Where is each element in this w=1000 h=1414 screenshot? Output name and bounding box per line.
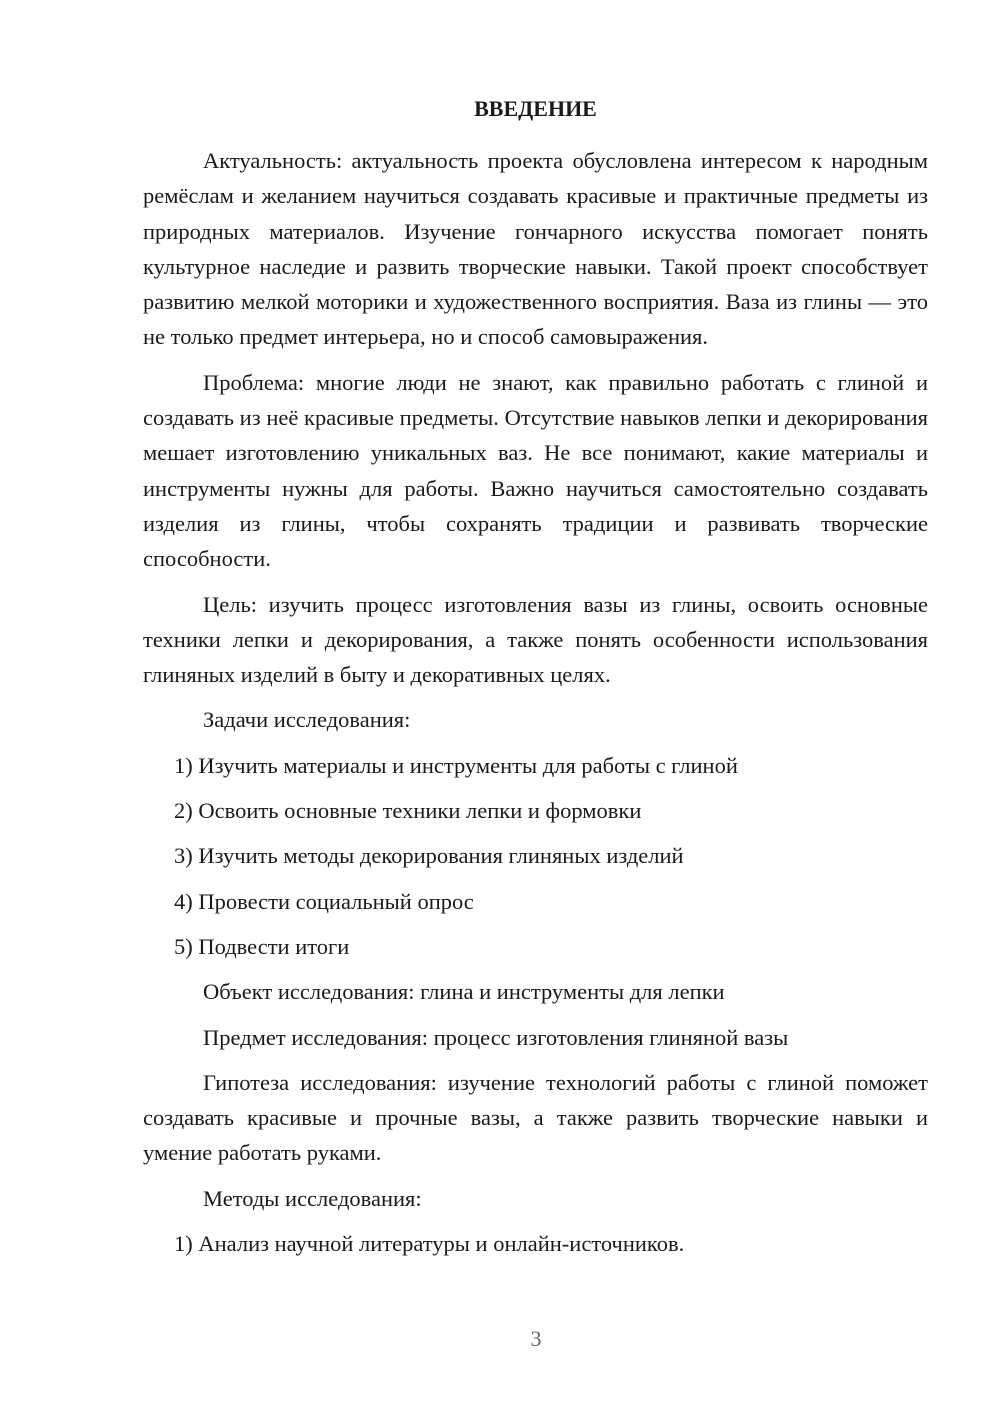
list-item: 4) Провести социальный опрос bbox=[174, 888, 474, 914]
research-subject: Предмет исследования: процесс изготовления глиняной вазы bbox=[203, 1024, 789, 1050]
problem-paragraph: Проблема: многие люди не знают, как правильно работать с глиной и создавать из неё красивые предметы. Отсутствие навыков лепки и декорирования мешает изготовлению уникальных ваз. Не все понимают, какие материалы и инструменты нужны для работы. Важно научиться самостоятельно создавать изделия из глины, чтобы сохранять традиции и развивать творческие способности. bbox=[143, 369, 928, 572]
list-item: 2) Освоить основные техники лепки и формовки bbox=[174, 798, 642, 824]
tasks-heading: Задачи исследования: bbox=[203, 707, 411, 733]
tasks-list bbox=[143, 748, 928, 964]
list-item: 1) Изучить материалы и инструменты для работы с глиной bbox=[174, 752, 738, 778]
list-item: 1) Анализ научной литературы и онлайн-источников. bbox=[174, 1231, 685, 1257]
hypothesis-paragraph: Гипотеза исследования: изучение технологий работы с глиной поможет создавать красивые и прочные вазы, а также развить творческие навыки и умение работать руками. bbox=[143, 1069, 928, 1166]
methods-heading: Методы исследования: bbox=[203, 1185, 422, 1211]
section-title: ВВЕДЕНИЕ bbox=[474, 96, 597, 121]
relevance-paragraph: Актуальность: актуальность проекта обусловлена интересом к народным ремёслам и желанием научиться создавать красивые и практичные предметы из природных материалов. Изучение гончарного искусства помогает понять культурное наследие и развить творческие навыки. Такой проект способствует развитию мелкой моторики и художественного восприятия. Ваза из глины — это не только предмет интерьера, но и способ самовыражения. bbox=[143, 148, 928, 350]
goal-paragraph: Цель: изучить процесс изготовления вазы из глины, освоить основные техники лепки и декорирования, а также понять особенности использования глиняных изделий в быту и декоративных целях. bbox=[143, 591, 928, 688]
list-item: 5) Подвести итоги bbox=[174, 933, 350, 959]
methods-list bbox=[143, 1226, 928, 1261]
document-page bbox=[143, 94, 928, 1261]
list-item: 3) Изучить методы декорирования глиняных изделий bbox=[174, 843, 684, 869]
page-number: 3 bbox=[530, 1326, 542, 1351]
research-object: Объект исследования: глина и инструменты для лепки bbox=[203, 979, 725, 1005]
